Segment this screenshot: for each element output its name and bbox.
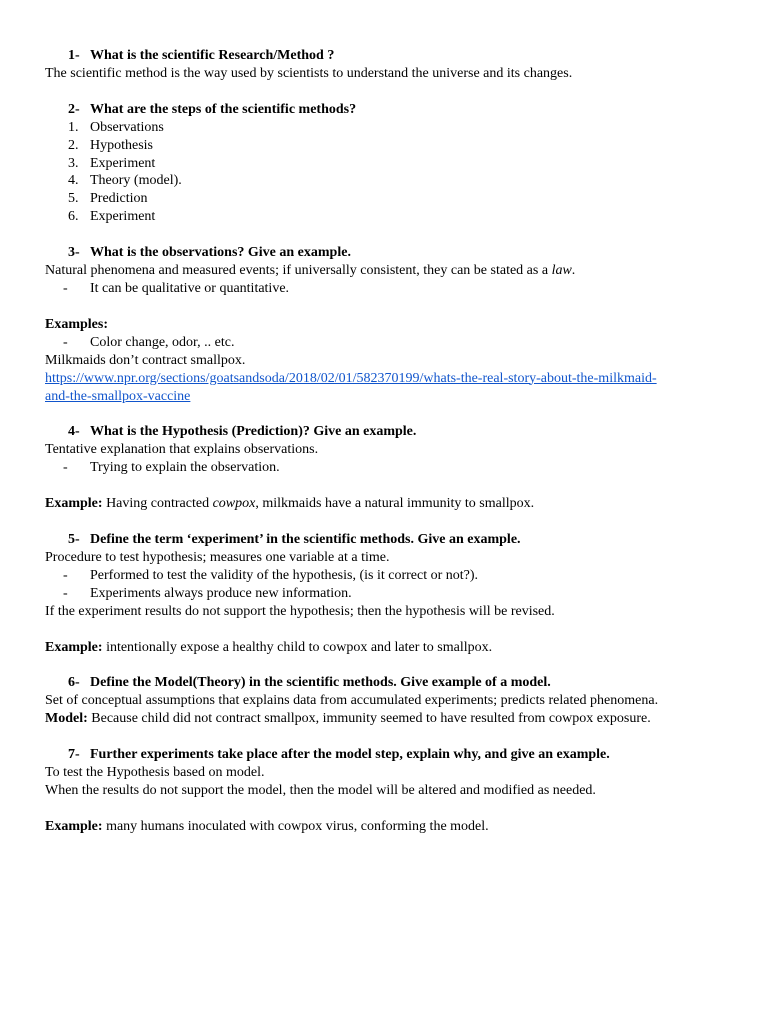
list-text: Experiment [90,155,156,171]
answer-3 [45,262,735,280]
list-item [45,208,735,226]
example-line: Milkmaids don’t contract smallpox. [45,352,246,368]
bullet-item [45,334,735,352]
example-label: Example: [45,496,103,512]
list-item [45,137,735,155]
link-text-line-2[interactable]: and-the-smallpox-vaccine [45,388,191,404]
question-7-heading [45,746,735,764]
answer-5-after: If the experiment results do not support the hypothesis; then the hypothesis will be revised. [45,603,555,619]
answer-4: Tentative explanation that explains observations. [45,442,319,458]
example-text: Having contracted [102,496,213,512]
bullet-item [45,567,735,585]
bullet-item [45,585,735,603]
question-1-heading [45,47,735,65]
bullet-text: Color change, odor, .. etc. [90,334,235,350]
bullet-text: Experiments always produce new information. [90,585,352,601]
bullet-dash: - [63,585,68,601]
list-item [45,172,735,190]
example-italic-term: cowpox [212,496,256,512]
answer-7-line-2: When the results do not support the model, then the model will be altered and modified as needed. [45,783,596,798]
bullet-item [45,280,735,298]
list-text: Prediction [90,191,148,207]
list-item [45,155,735,173]
model-6 [45,710,735,728]
question-number: 6- [68,675,80,691]
question-text: Define the Model(Theory) in the scientific methods. Give example of a model. [90,675,551,691]
model-label: Model: [45,711,88,727]
example-text: intentionally expose a healthy child to cowpox and later to smallpox. [102,639,493,655]
question-text: What is the Hypothesis (Prediction)? Give an example. [90,424,417,440]
question-number: 7- [68,747,80,763]
bullet-dash: - [63,460,68,476]
question-3-heading [45,244,735,262]
bullet-dash: - [63,334,68,350]
question-number: 5- [68,532,80,548]
list-text: Theory (model). [90,173,182,189]
example-5 [45,639,735,657]
bullet-dash: - [63,567,68,583]
answer-italic-term: law [551,263,572,279]
example-4 [45,495,735,513]
list-item [45,190,735,208]
npr-article-link[interactable] [45,370,735,406]
bullet-text: Trying to explain the observation. [90,460,280,476]
link-text-line-1[interactable]: https://www.npr.org/sections/goatsandsoda/2018/02/01/582370199/whats-the-real-story-about-the-milkmaid- [45,370,657,386]
examples-label [45,316,735,334]
question-text: What is the observations? Give an example. [90,245,351,261]
question-number: 1- [68,48,80,63]
bullet-text: It can be qualitative or quantitative. [90,280,290,296]
example-text-end: , milkmaids have a natural immunity to smallpox. [255,496,535,512]
question-number: 3- [68,245,80,261]
answer-7-line-1: To test the Hypothesis based on model. [45,765,265,781]
question-5-heading [45,531,735,549]
list-number: 4. [68,173,79,189]
bullet-item [45,459,735,477]
example-7 [45,818,735,836]
answer-6: Set of conceptual assumptions that explains data from accumulated experiments; predicts related phenomena. [45,693,659,709]
list-number: 6. [68,209,79,225]
answer-5: Procedure to test hypothesis; measures one variable at a time. [45,549,390,565]
question-text: What is the scientific Research/Method ? [90,48,335,63]
list-number: 3. [68,155,79,171]
list-text: Hypothesis [90,137,153,153]
question-text: What are the steps of the scientific methods? [90,101,357,117]
question-number: 2- [68,101,80,117]
question-number: 4- [68,424,80,440]
question-4-heading [45,423,735,441]
bullet-dash: - [63,280,68,296]
list-text: Observations [90,119,164,135]
example-text: many humans inoculated with cowpox virus, conforming the model. [102,818,489,834]
model-text: Because child did not contract smallpox, immunity seemed to have resulted from cowpox exposure. [87,711,651,727]
example-label: Example: [45,818,103,834]
list-item [45,119,735,137]
document-page [45,47,735,836]
bullet-text: Performed to test the validity of the hypothesis, (is it correct or not?). [90,567,479,583]
example-label: Example: [45,639,103,655]
answer-text-end: . [571,263,576,279]
list-number: 2. [68,137,79,153]
answer-1: The scientific method is the way used by scientists to understand the universe and its changes. [45,65,573,81]
list-number: 1. [68,119,79,135]
answer-text: Natural phenomena and measured events; if universally consistent, they can be stated as a [45,263,552,279]
list-number: 5. [68,191,79,207]
examples-label-text: Examples: [45,316,108,332]
question-text: Define the term ‘experiment’ in the scientific methods. Give an example. [90,532,521,548]
question-6-heading [45,674,735,692]
list-text: Experiment [90,209,156,225]
question-2-heading [45,101,735,119]
question-text: Further experiments take place after the model step, explain why, and give an example. [90,747,610,763]
